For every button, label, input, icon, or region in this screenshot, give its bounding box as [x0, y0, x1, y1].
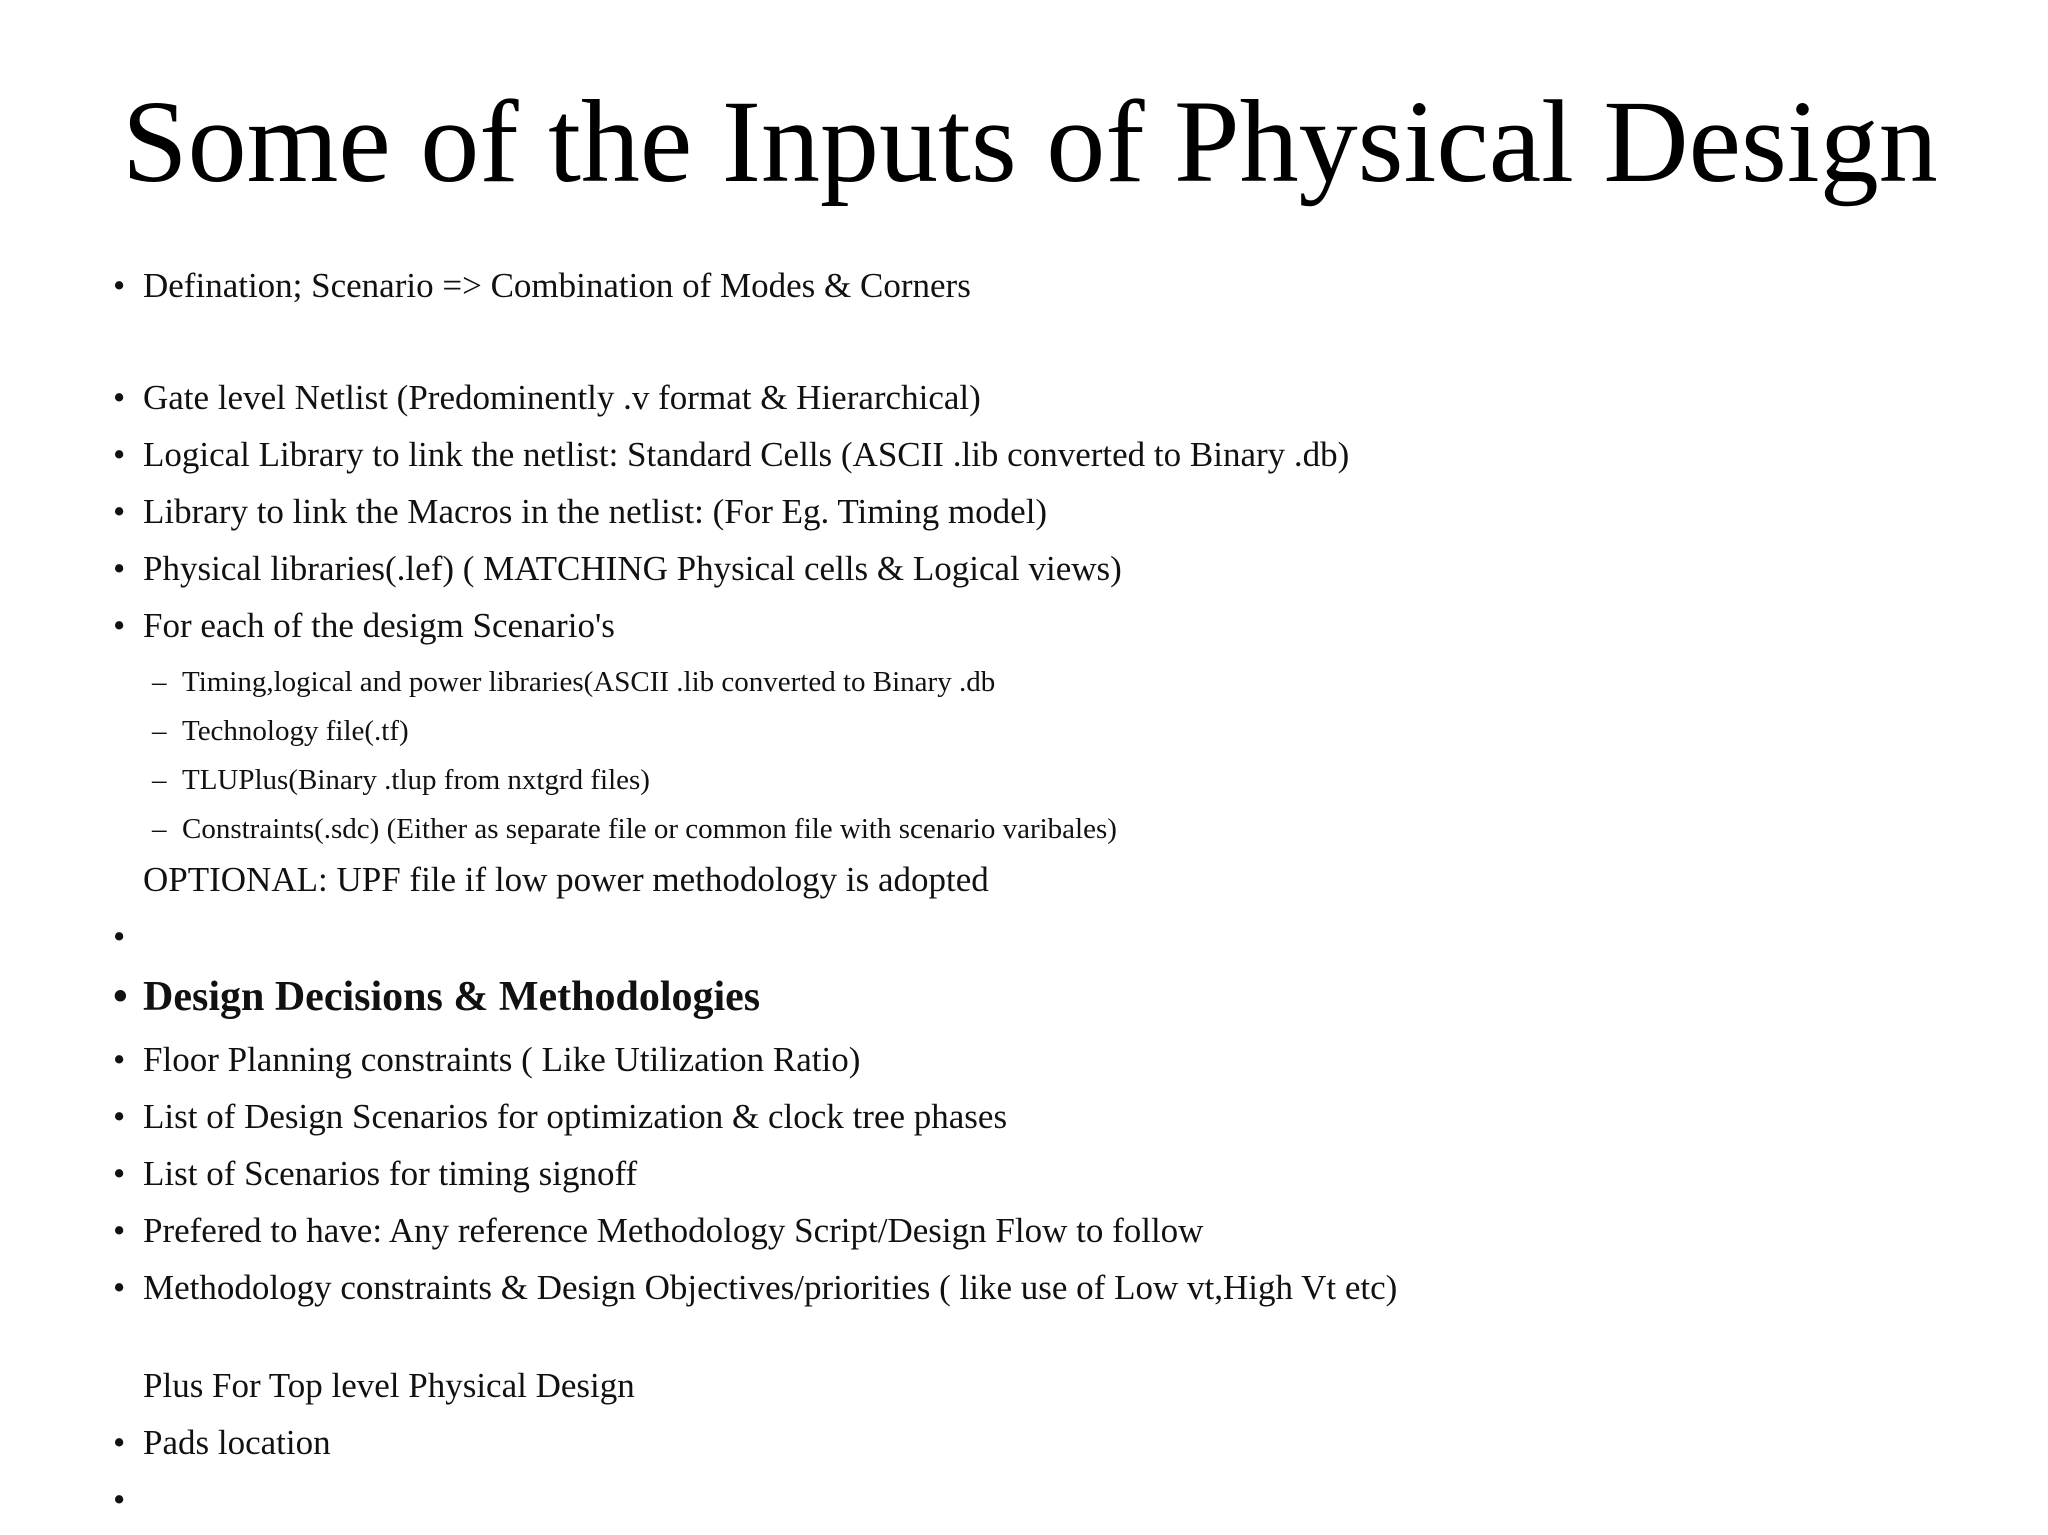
dash-icon: – — [152, 666, 167, 698]
sub-list-item-text: Technology file(.tf) — [182, 715, 409, 747]
list-item-definition — [113, 264, 971, 308]
list-item-text: Library to link the Macros in the netlist: (For Eg. Timing model) — [143, 492, 1048, 531]
list-item — [113, 1152, 638, 1196]
bullet-icon: • — [113, 435, 126, 474]
list-item — [113, 1095, 1008, 1139]
list-item-text: Prefered to have: Any reference Methodology Script/Design Flow to follow — [143, 1211, 1204, 1250]
sub-list-item — [152, 811, 1117, 847]
list-item — [113, 490, 1048, 534]
list-item — [113, 376, 981, 420]
sub-list-item-text: TLUPlus(Binary .tlup from nxtgrd files) — [182, 764, 650, 796]
dash-icon: – — [152, 813, 167, 845]
bullet-icon: • — [113, 266, 126, 305]
bullet-icon: • — [113, 1423, 126, 1462]
list-item-text: Physical libraries(.lef) ( MATCHING Physical cells & Logical views) — [143, 549, 1122, 588]
list-item-text: Methodology constraints & Design Objectives/priorities ( like use of Low vt,High Vt etc) — [143, 1268, 1398, 1307]
list-item-text: Floor Planning constraints ( Like Utilization Ratio) — [143, 1040, 861, 1079]
bullet-icon: • — [113, 1268, 126, 1307]
sub-list-item-text: Constraints(.sdc) (Either as separate file or common file with scenario varibales) — [182, 813, 1117, 845]
section-heading-text: Design Decisions & Methodologies — [143, 974, 761, 1020]
list-item — [113, 1038, 861, 1082]
list-item-text: Logical Library to link the netlist: Standard Cells (ASCII .lib converted to Binary .db) — [143, 435, 1350, 474]
list-item — [113, 1266, 1398, 1310]
sub-list-item — [152, 762, 650, 798]
list-item-text: Gate level Netlist (Predominently .v format & Hierarchical) — [143, 378, 981, 417]
dash-icon: – — [152, 764, 167, 796]
sub-list-item — [152, 664, 996, 700]
bullet-icon: • — [113, 1480, 126, 1519]
slide-title: Some of the Inputs of Physical Design — [122, 76, 1938, 207]
list-item — [113, 1421, 331, 1465]
list-item-text: Defination; Scenario => Combination of Modes & Corners — [143, 266, 971, 305]
bullet-icon: • — [113, 378, 126, 417]
list-item — [113, 1209, 1204, 1253]
bullet-icon: • — [113, 606, 126, 645]
list-item-text: List of Scenarios for timing signoff — [143, 1154, 638, 1193]
optional-note: OPTIONAL: UPF file if low power methodology is adopted — [143, 860, 989, 899]
dash-icon: – — [152, 715, 167, 747]
bullet-icon: • — [113, 1154, 126, 1193]
bullet-icon: • — [113, 1040, 126, 1079]
list-item — [113, 547, 1122, 591]
list-item-text: For each of the desigm Scenario's — [143, 606, 615, 645]
bullet-icon: • — [113, 549, 126, 588]
list-item-text: List of Design Scenarios for optimization & clock tree phases — [143, 1097, 1008, 1136]
sub-list-item-text: Timing,logical and power libraries(ASCII .lib converted to Binary .db — [182, 666, 996, 698]
list-item — [113, 604, 615, 648]
list-item — [113, 433, 1350, 477]
bullet-icon: • — [113, 917, 126, 956]
top-level-note: Plus For Top level Physical Design — [143, 1366, 635, 1405]
sub-list-item — [152, 713, 409, 749]
bullet-icon: • — [113, 974, 128, 1020]
bullet-icon: • — [113, 1211, 126, 1250]
list-item-text: Pads location — [143, 1423, 331, 1462]
section-heading — [113, 972, 761, 1022]
bullet-icon: • — [113, 492, 126, 531]
bullet-icon: • — [113, 1097, 126, 1136]
